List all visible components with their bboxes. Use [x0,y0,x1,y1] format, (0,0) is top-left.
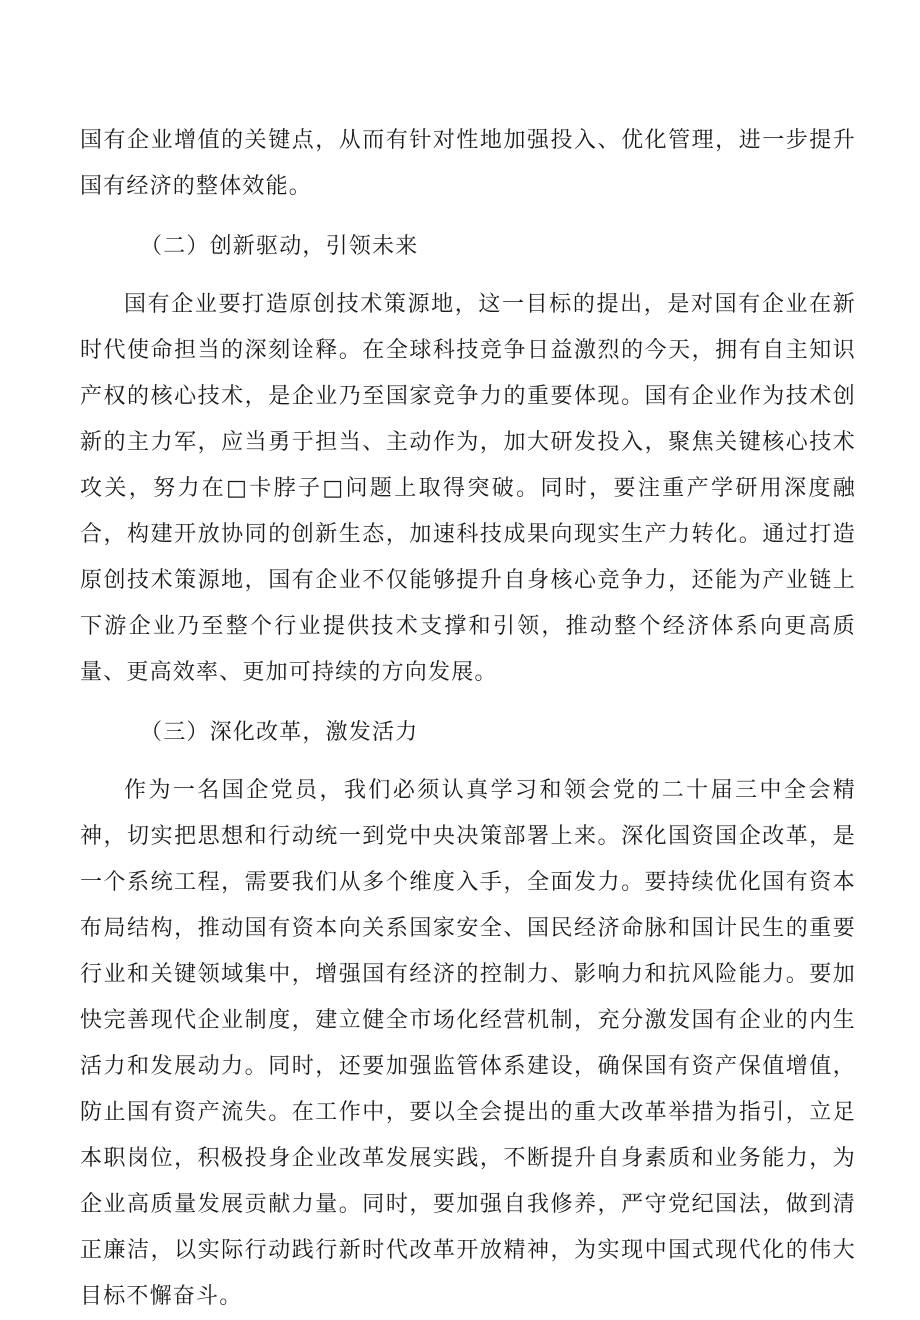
document-page [80,118,856,1320]
paragraph-reform: 作为一名国企党员，我们必须认真学习和领会党的二十届三中全会精神，切实把思想和行动统一到党中央决策部署上来。深化国资国企改革，是一个系统工程，需要我们从多个维度入手，全面发力。要持续优化国有资本布局结构，推动国有资本向关系国家安全、国民经济命脉和国计民生的重要行业和关键领域集中，增强国有经济的控制力、影响力和抗风险能力。要加快完善现代企业制度，建立健全市场化经营机制，充分激发国有企业的内生活力和发展动力。同时，还要加强监管体系建设，确保国有资产保值增值，防止国有资产流失。在工作中，要以全会提出的重大改革举措为指引，立足本职岗位，积极投身企业改革发展实践，不断提升自身素质和业务能力，为企业高质量发展贡献力量。同时，要加强自我修养，严守党纪国法，做到清正廉洁，以实际行动践行新时代改革开放精神，为实现中国式现代化的伟大目标不懈奋斗。 [80,778,856,1309]
paragraph-intro: 国有企业增值的关键点，从而有针对性地加强投入、优化管理，进一步提升国有经济的整体效能。 [80,128,856,199]
section-heading-reform: （三）深化改革，激发活力 [140,720,419,745]
paragraph-innovation: 国有企业要打造原创技术策源地，这一目标的提出，是对国有企业在新时代使命担当的深刻诠释。在全球科技竞争日益激烈的今天，拥有自主知识产权的核心技术，是企业乃至国家竞争力的重要体现。国有企业作为技术创新的主力军，应当勇于担当、主动作为，加大研发投入，聚焦关键核心技术攻关，努力在□卡脖子□问题上取得突破。同时，要注重产学研用深度融合，构建开放协同的创新生态，加速科技成果向现实生产力转化。通过打造原创技术策源地，国有企业不仅能够提升自身核心竞争力，还能为产业链上下游企业乃至整个行业提供技术支撑和引领，推动整个经济体系向更高质量、更高效率、更加可持续的方向发展。 [80,292,856,685]
section-heading-innovation: （二）创新驱动，引领未来 [140,234,419,259]
